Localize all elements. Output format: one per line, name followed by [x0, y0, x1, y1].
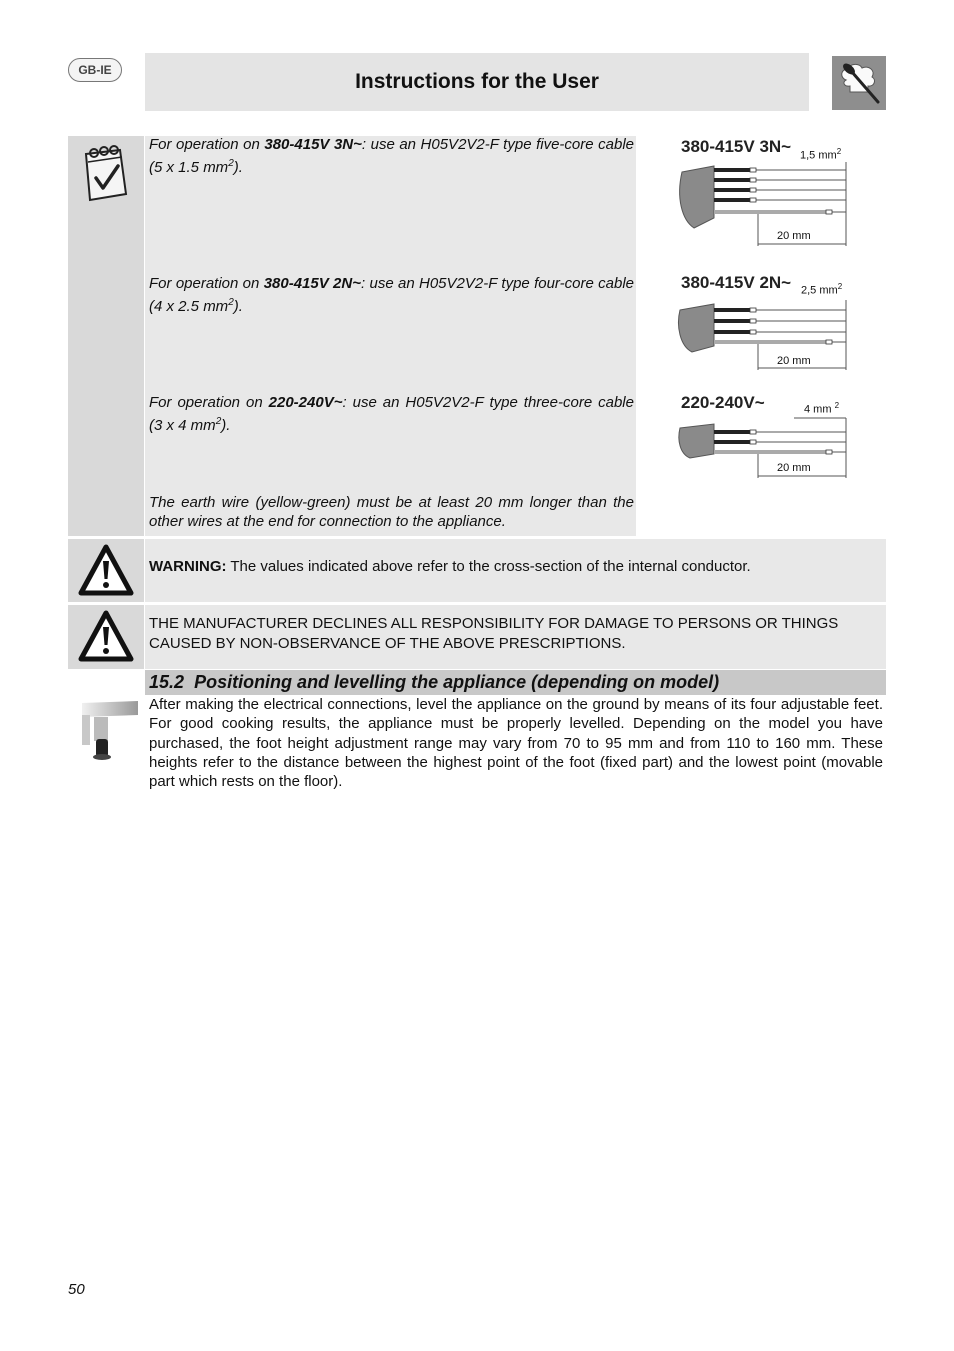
warning-2-icon-cell: [68, 605, 144, 669]
warning-2-text: THE MANUFACTURER DECLINES ALL RESPONSIBILITY FOR DAMAGE TO PERSONS OR THINGS CAUSED BY NON-OBSERVANCE OF THE ABOVE PRESCRIPTIONS.: [149, 615, 839, 652]
diagram-2-label: 380-415V 2N~: [681, 273, 792, 292]
diagram-1-section: 1,5 $mm^2$: [800, 147, 842, 162]
page-number: 50: [68, 1281, 85, 1298]
diagram-3-section: 4 mm $^2$: [804, 401, 840, 416]
diagram-1-length: 20 mm: [777, 230, 811, 242]
section-heading: 15.2 Positioning and levelling the appliance (depending on model): [145, 670, 886, 695]
cable-text-cell: [145, 136, 636, 536]
diagram-2-length: 20 mm: [777, 355, 811, 367]
warning-triangle-icon: [78, 543, 134, 602]
diagram-1-label: 380-415V 3N~: [681, 137, 792, 156]
cable-diagram-three-core: [674, 414, 854, 480]
warning-triangle-icon: [78, 609, 134, 668]
warning-1-text: WARNING: The values indicated above refer to the cross-section of the internal conductor.: [149, 558, 751, 575]
earth-wire-note: The earth wire (yellow-green) must be at least 20 mm longer than the other wires at the end for connection to the appliance.: [149, 494, 634, 530]
note-icon-cell: [68, 136, 144, 536]
cable-diagram-four-core: [674, 296, 854, 372]
diagram-3-label: 220-240V~: [681, 393, 765, 412]
header-bar: [145, 53, 809, 111]
cable-paragraph-1: For operation on 380-415V 3N~: use an H05V2V2-F type five-core cable (5 x 1.5 $mm^2$).: [149, 136, 634, 176]
adjustable-foot-icon: [80, 697, 142, 766]
warning-1-text-cell: [145, 539, 886, 602]
language-badge: GB-IE: [68, 58, 122, 82]
cable-diagram-five-core: [674, 158, 854, 248]
section-body: After making the electrical connections, level the appliance on the ground by means of its four adjustable feet. For good cooking results, the appliance must be properly levelled. Depending on the model you have purchased, the foot height adjustment range may vary from 70 to 95 mm and from 110 to 160 mm. These heights refer to the distance between the highest point of the foot (fixed part) and the lowest point (movable part which rests on the floor).: [149, 696, 883, 791]
diagram-3-length: 20 mm: [777, 462, 811, 474]
page-title: Instructions for the User: [355, 70, 599, 93]
diagram-2-section: 2,5 $mm^2$: [801, 282, 843, 297]
cable-paragraph-3: For operation on 220-240V~: use an H05V2V2-F type three-core cable (3 x 4 $mm^2$).: [149, 394, 634, 434]
warning-1-icon-cell: [68, 539, 144, 602]
warning-2-text-cell: [145, 605, 886, 669]
chef-hat-spoon-icon: [832, 56, 886, 110]
notepad-check-icon: [78, 144, 134, 209]
cable-paragraph-2: For operation on 380-415V 2N~: use an H05V2V2-F type four-core cable (4 x 2.5 $mm^2$).: [149, 275, 634, 315]
